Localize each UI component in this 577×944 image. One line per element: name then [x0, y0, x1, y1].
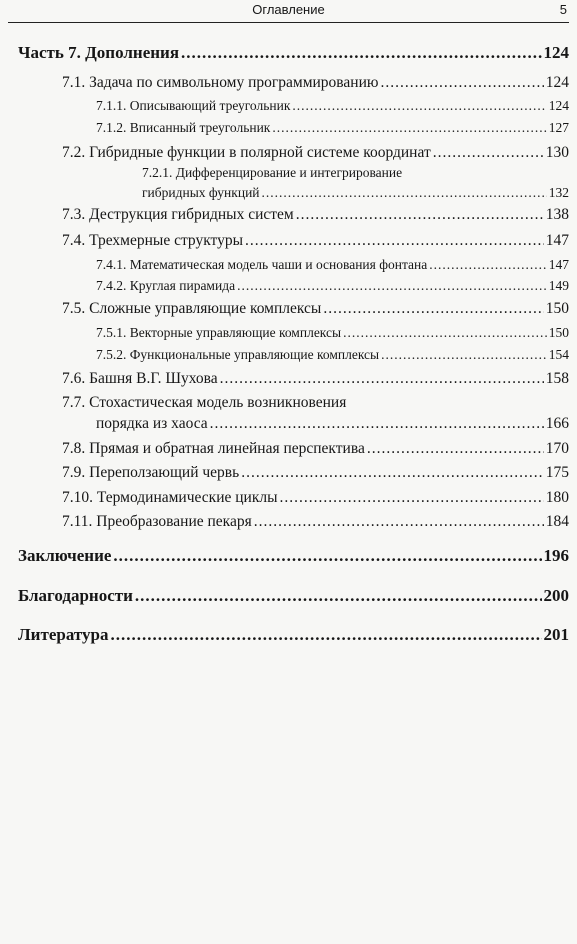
toc-entry-page: 147	[548, 257, 569, 272]
dot-leader	[241, 464, 544, 482]
toc-entry-label: Благодарности	[18, 586, 133, 605]
toc-entry-page: 132	[548, 185, 569, 200]
toc-entry-conclusion	[18, 546, 569, 566]
toc-entry-7-1-2	[96, 120, 569, 136]
dot-leader	[280, 489, 544, 507]
dot-leader	[367, 440, 544, 458]
toc-entry-part-7	[18, 43, 569, 63]
toc-entry-page: 154	[548, 347, 569, 362]
toc-entry-page: 170	[545, 440, 569, 457]
toc-entry-7-6	[62, 370, 569, 388]
toc-entry-label: Литература	[18, 625, 109, 644]
toc-entry-acknowledgements	[18, 586, 569, 606]
running-head-title: Оглавление	[252, 2, 325, 17]
toc-entry-7-8	[62, 440, 569, 458]
toc-entry-page: 127	[548, 120, 569, 135]
dot-leader	[220, 370, 544, 388]
dot-leader	[323, 300, 543, 318]
toc-entry-label: 7.1.1. Описывающий треугольник	[96, 98, 291, 113]
toc-entry-page: 184	[545, 513, 569, 530]
dot-leader	[237, 278, 547, 294]
toc-entry-7-7-line1: 7.7. Стохастическая модель возникновения	[62, 394, 347, 411]
dot-leader	[254, 513, 544, 531]
toc-entry-7-7	[96, 415, 569, 433]
dot-leader	[296, 206, 544, 224]
toc-entry-label: 7.4.1. Математическая модель чаши и основания фонтана	[96, 257, 428, 272]
toc-entry-page: 158	[545, 370, 569, 387]
toc-entry-page: 166	[545, 415, 569, 432]
dot-leader	[262, 185, 547, 201]
toc-entry-label: 7.11. Преобразование пекаря	[62, 513, 252, 530]
toc-entry-label: 7.5. Сложные управляющие комплексы	[62, 300, 322, 317]
toc-entry-7-10	[62, 489, 569, 507]
toc-entry-label: 7.1. Задача по символьному программированию	[62, 74, 379, 91]
toc-entry-7-5	[62, 300, 569, 318]
toc-entry-7-4	[62, 232, 569, 250]
dot-leader	[433, 144, 544, 162]
toc-entry-7-11	[62, 513, 569, 531]
dot-leader	[381, 347, 547, 363]
toc-entry-page: 124	[545, 74, 569, 91]
toc-entry-page: 124	[543, 43, 569, 62]
toc-entry-7-5-2	[96, 347, 569, 363]
toc-entry-7-1-1	[96, 98, 569, 114]
toc-entry-page: 201	[543, 625, 569, 644]
toc-entry-page: 149	[548, 278, 569, 293]
toc-entry-7-5-1	[96, 325, 569, 341]
dot-leader	[135, 586, 542, 606]
dot-leader	[181, 43, 541, 63]
toc-entry-7-1	[62, 74, 569, 92]
toc-entry-7-4-2	[96, 278, 569, 294]
page-number: 5	[559, 2, 567, 17]
toc-entry-page: 200	[543, 586, 569, 605]
toc-entry-page: 150	[548, 325, 569, 340]
toc-entry-page: 180	[545, 489, 569, 506]
toc-entry-label: 7.5.2. Функциональные управляющие комплексы	[96, 347, 380, 362]
dot-leader	[210, 415, 544, 433]
toc-entry-page: 196	[543, 546, 569, 565]
dot-leader	[113, 546, 541, 566]
dot-leader	[429, 257, 547, 273]
toc-entry-label-continued: гибридных функций	[142, 185, 260, 200]
toc-entry-7-3	[62, 206, 569, 224]
toc-entry-label: Часть 7. Дополнения	[18, 43, 180, 62]
toc-entry-page: 130	[545, 144, 569, 161]
toc-entry-page: 147	[545, 232, 569, 249]
toc-entry-label: Заключение	[18, 546, 112, 565]
dot-leader	[272, 120, 546, 136]
toc-entry-label: 7.3. Деструкция гибридных систем	[62, 206, 294, 223]
toc-entry-label: 7.2. Гибридные функции в полярной системе координат	[62, 144, 431, 161]
toc-entry-page: 138	[545, 206, 569, 223]
toc-entry-7-2-1-line1: 7.2.1. Дифференцирование и интегрирование	[142, 165, 403, 180]
toc-entry-7-2	[62, 144, 569, 162]
dot-leader	[292, 98, 546, 114]
toc-entry-7-2-1	[142, 185, 569, 201]
toc-entry-label: 7.9. Переползающий червь	[62, 464, 240, 481]
toc-entry-label: 7.5.1. Векторные управляющие комплексы	[96, 325, 342, 340]
toc-entry-label: 7.1.2. Вписанный треугольник	[96, 120, 271, 135]
toc-entry-label: 7.4. Трехмерные структуры	[62, 232, 244, 249]
toc-entry-7-4-1	[96, 257, 569, 273]
running-head	[8, 0, 569, 23]
toc-entry-7-9	[62, 464, 569, 482]
toc-entry-references	[18, 625, 569, 645]
toc-entry-page: 175	[545, 464, 569, 481]
dot-leader	[110, 625, 541, 645]
toc-entry-label: 7.8. Прямая и обратная линейная перспектива	[62, 440, 365, 457]
toc-entry-label-continued: порядка из хаоса	[96, 415, 208, 432]
dot-leader	[380, 74, 543, 92]
toc-entry-label: 7.6. Башня В.Г. Шухова	[62, 370, 218, 387]
dot-leader	[245, 232, 544, 250]
toc-entry-page: 124	[548, 98, 569, 113]
toc-entry-label: 7.4.2. Круглая пирамида	[96, 278, 236, 293]
toc-entry-page: 150	[545, 300, 569, 317]
dot-leader	[343, 325, 547, 341]
toc-entry-label: 7.10. Термодинамические циклы	[62, 489, 278, 506]
